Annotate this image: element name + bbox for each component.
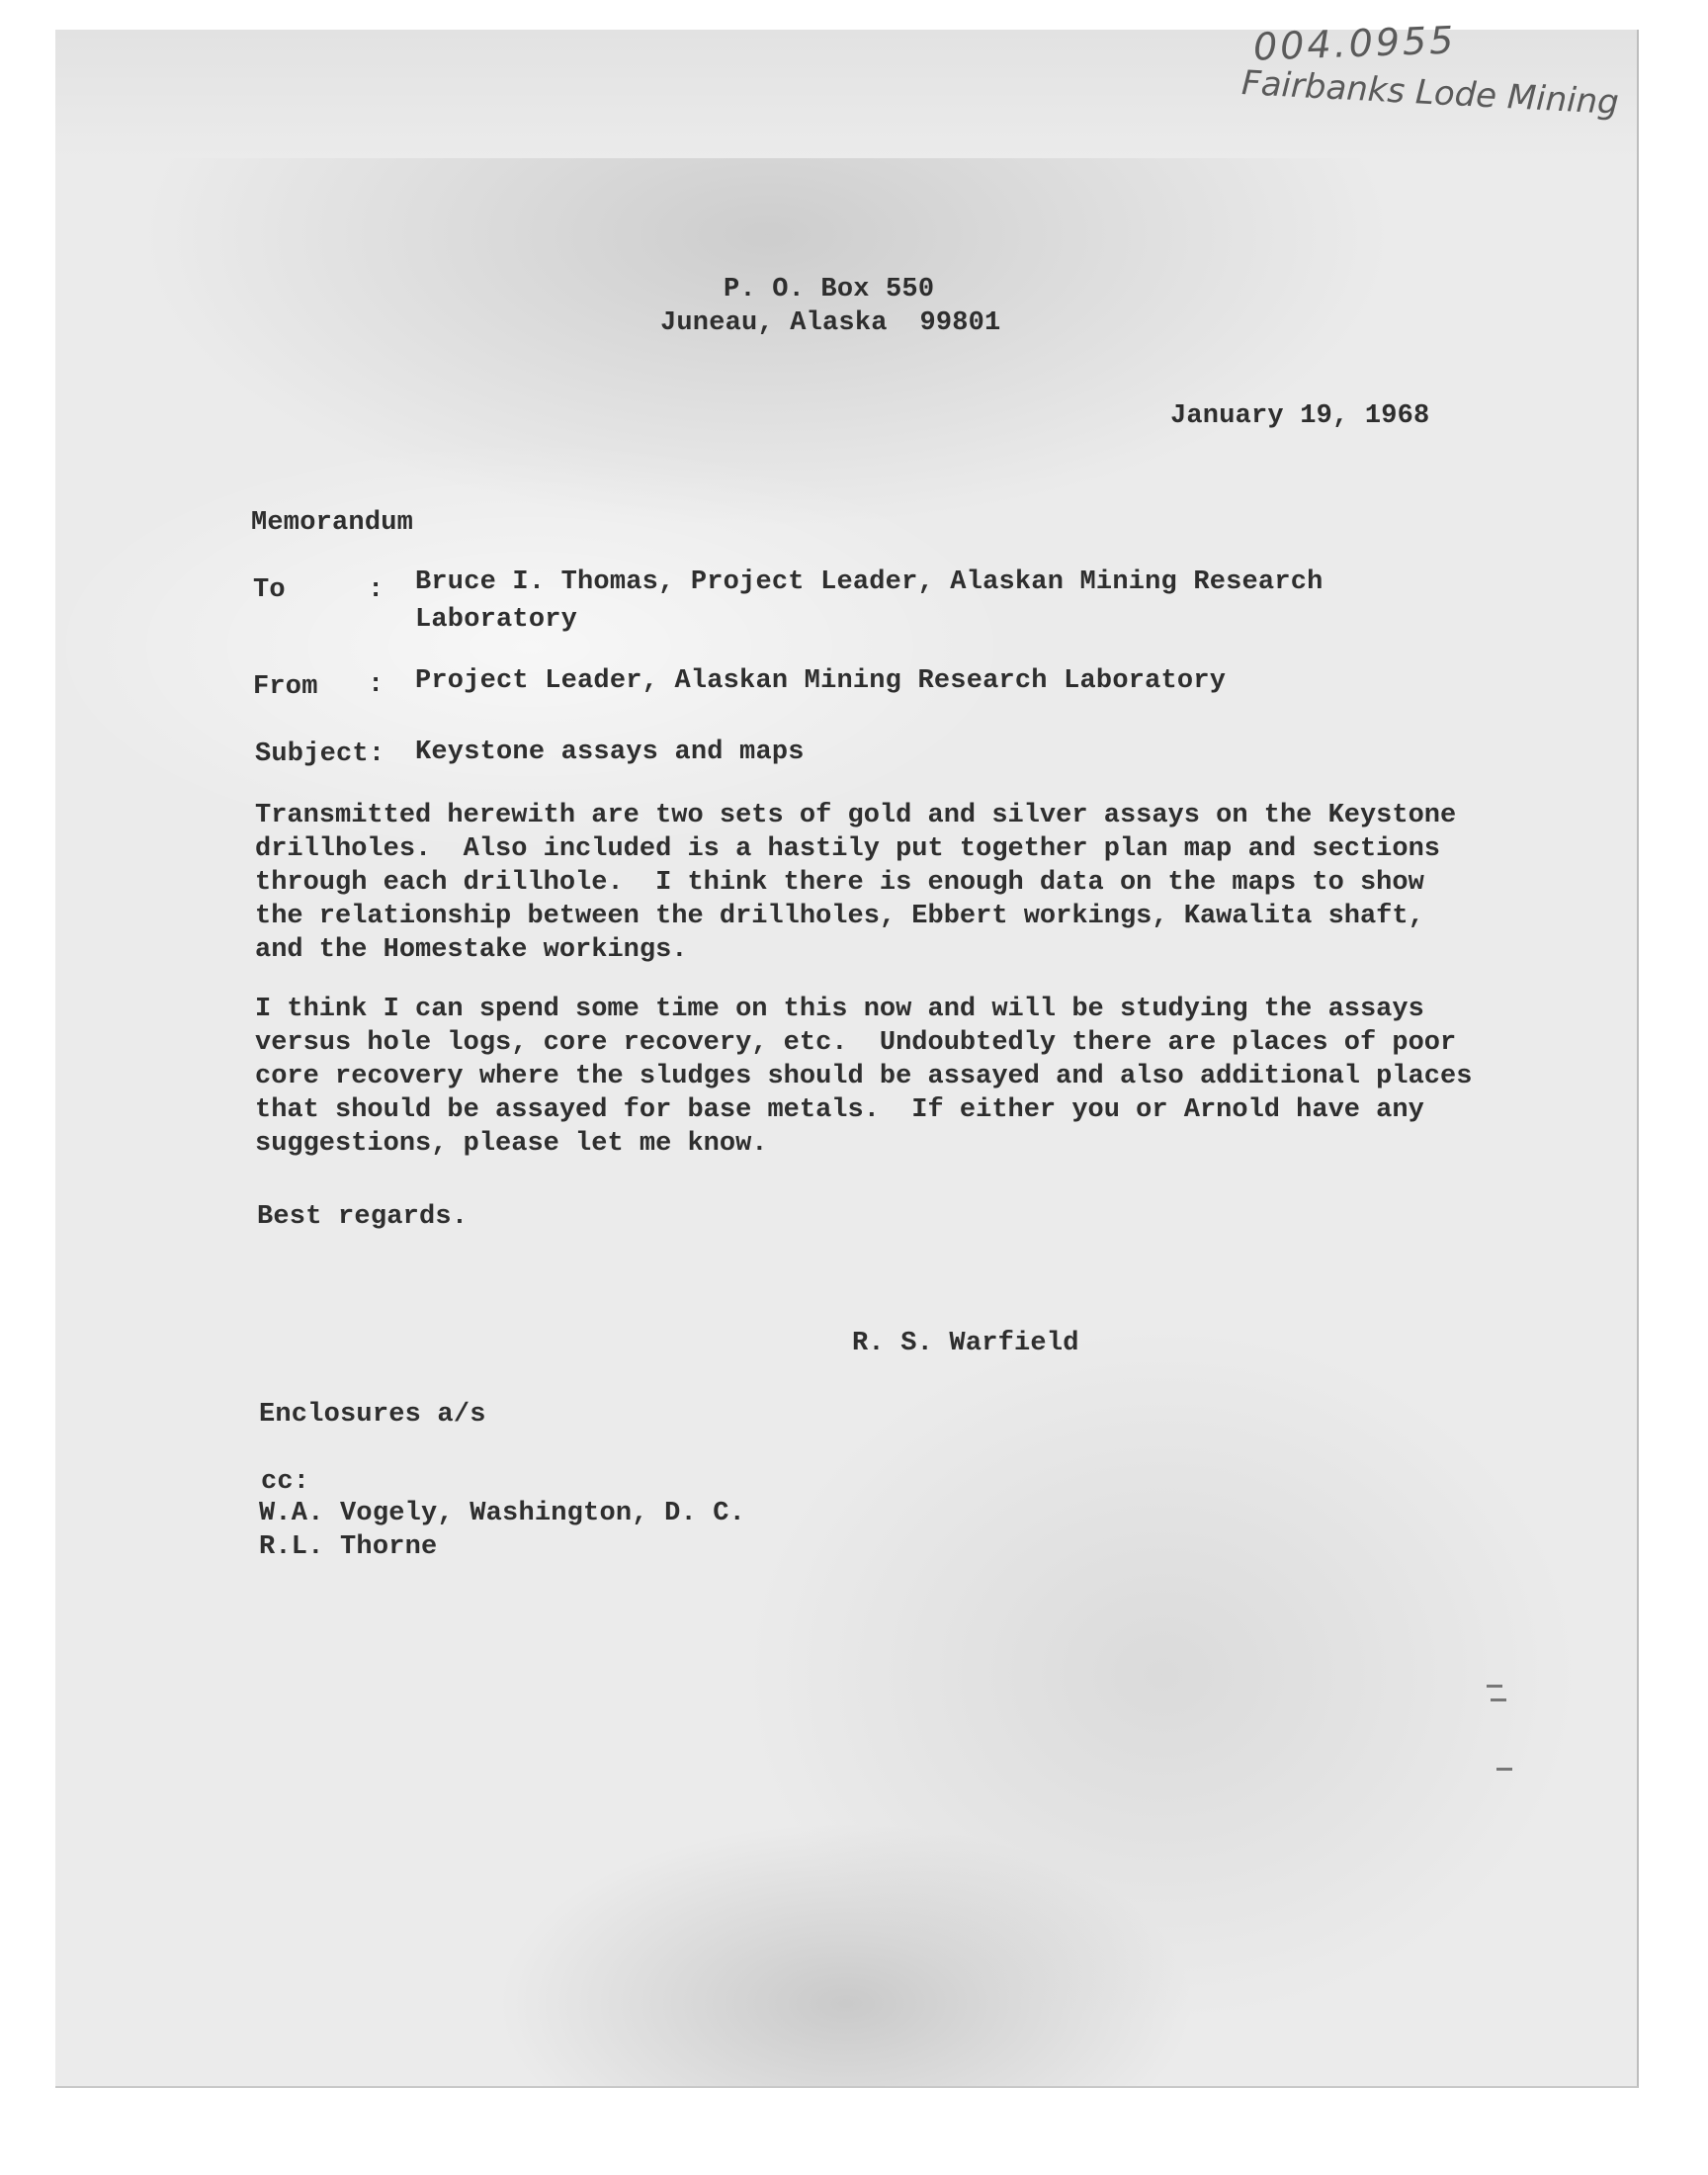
subject-value: Keystone assays and maps — [415, 738, 805, 767]
to-value-line-2: Laboratory — [415, 605, 578, 635]
address-line-1: P. O. Box 550 — [724, 275, 935, 304]
scan-mark — [1491, 1698, 1506, 1701]
body-paragraph-2 — [255, 993, 1540, 1161]
scan-mark — [1496, 1768, 1512, 1771]
paragraph-2-line: that should be assayed for base metals. If either you or Arnold have any — [255, 1095, 1424, 1125]
to-value-line-1: Bruce I. Thomas, Project Leader, Alaskan Mining Research — [415, 567, 1324, 597]
collection-annotation: Fairbanks Lode Mining — [1240, 63, 1620, 123]
memo-type: Memorandum — [251, 508, 414, 538]
paragraph-1-line: Transmitted herewith are two sets of gold and silver assays on the Keystone — [255, 801, 1457, 830]
cc-label: cc: — [261, 1467, 310, 1497]
to-label: To — [253, 575, 286, 605]
paragraph-2-line: core recovery where the sludges should be assayed and also additional places — [255, 1062, 1473, 1091]
cc-recipient: R.L. Thorne — [259, 1532, 438, 1562]
subject-label: Subject: — [255, 740, 385, 769]
to-colon: : — [368, 575, 384, 605]
paragraph-1-line: drillholes. Also included is a hastily put together plan map and sections — [255, 834, 1440, 864]
file-number-annotation: 004.0955 — [1252, 18, 1458, 69]
cc-recipient: W.A. Vogely, Washington, D. C. — [259, 1499, 746, 1528]
scan-mark — [1487, 1685, 1502, 1688]
paragraph-1-line: and the Homestake workings. — [255, 935, 688, 965]
memo-date: January 19, 1968 — [1170, 401, 1430, 431]
paragraph-2-line: I think I can spend some time on this now and will be studying the assays — [255, 995, 1424, 1024]
address-line-2: Juneau, Alaska 99801 — [660, 308, 1001, 338]
from-label: From — [253, 672, 318, 702]
from-value: Project Leader, Alaskan Mining Research Laboratory — [415, 666, 1227, 696]
from-colon: : — [368, 670, 384, 700]
paragraph-2-line: versus hole logs, core recovery, etc. Undoubtedly there are places of poor — [255, 1028, 1457, 1058]
body-paragraph-1 — [255, 799, 1540, 967]
closing: Best regards. — [257, 1202, 469, 1232]
paragraph-1-line: the relationship between the drillholes, Ebbert workings, Kawalita shaft, — [255, 902, 1424, 931]
signature: R. S. Warfield — [852, 1329, 1079, 1358]
paragraph-2-line: suggestions, please let me know. — [255, 1129, 768, 1159]
paragraph-1-line: through each drillhole. I think there is enough data on the maps to show — [255, 868, 1424, 898]
enclosures: Enclosures a/s — [259, 1400, 486, 1430]
